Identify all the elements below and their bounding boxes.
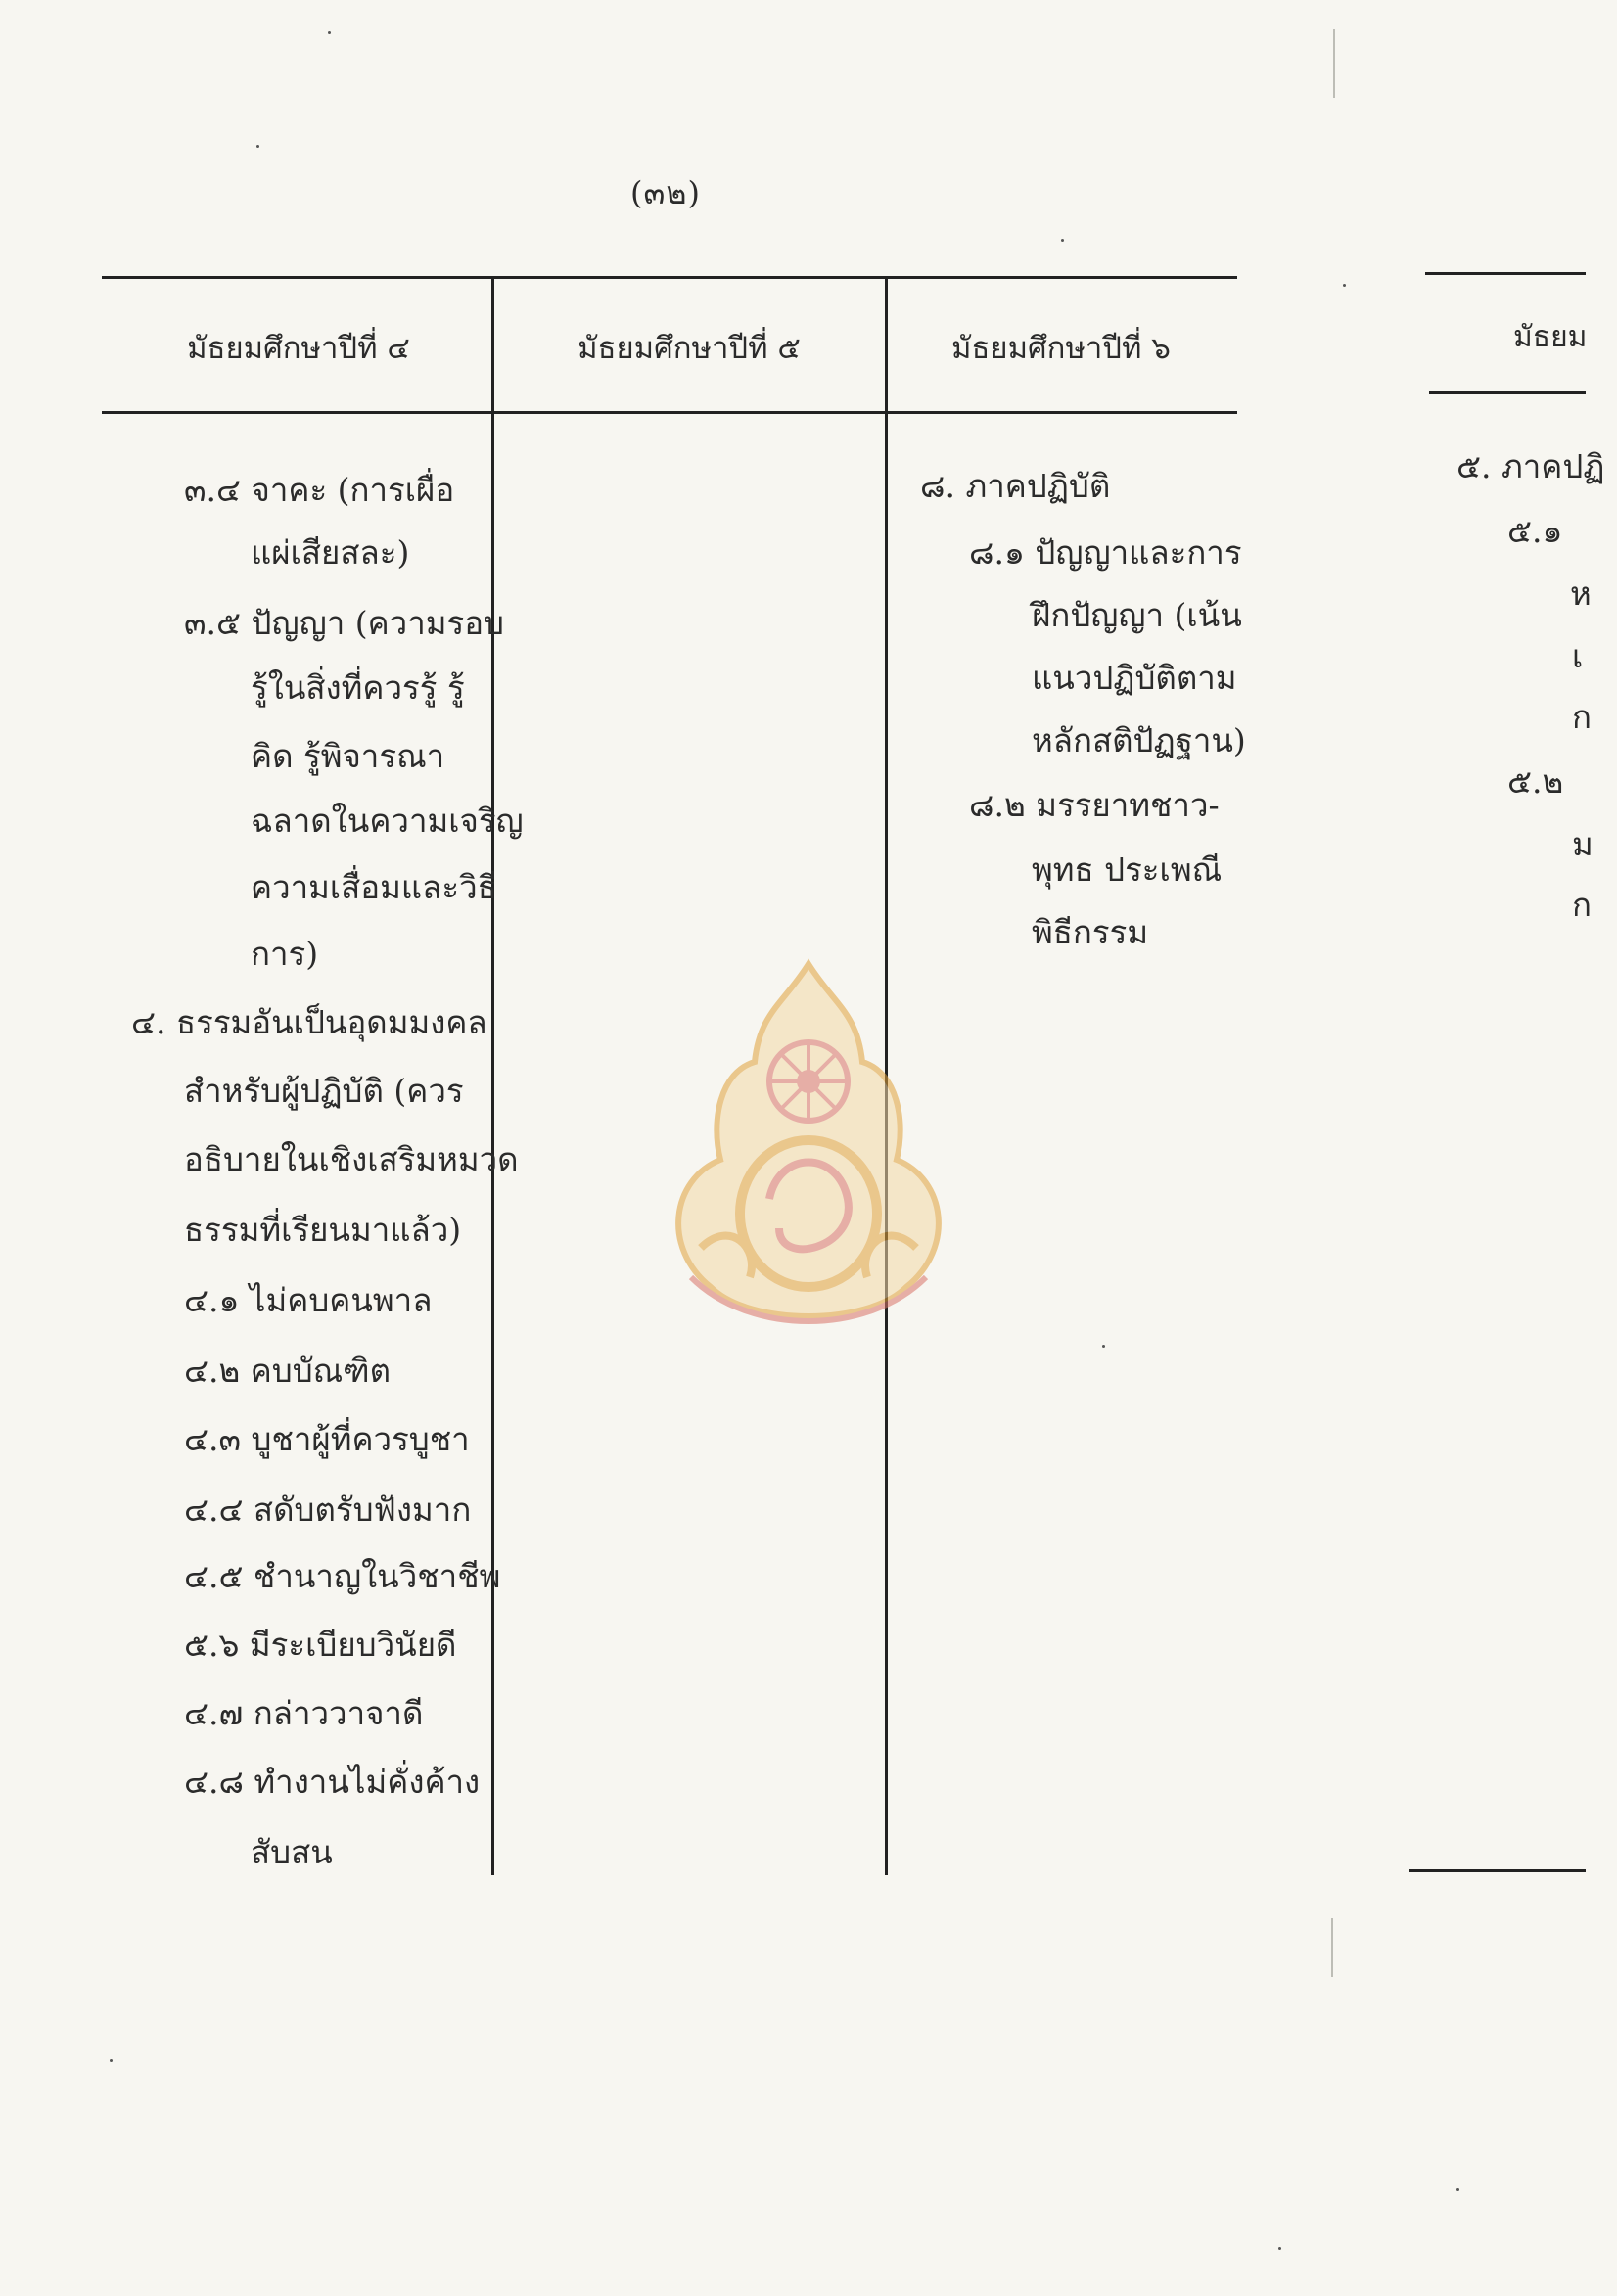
next-page-line: ๕.๑ bbox=[1507, 512, 1563, 550]
list-item: ๔.๑ ไม่คบคนพาล bbox=[184, 1281, 433, 1319]
column-header-grade-4: มัธยมศึกษาปีที่ ๔ bbox=[187, 331, 410, 366]
list-item: คิด รู้พิจารณา bbox=[251, 737, 445, 775]
list-item: รู้ในสิ่งที่ควรรู้ รู้ bbox=[251, 668, 465, 707]
scan-speck bbox=[1102, 1345, 1105, 1348]
page-edge-mark bbox=[1331, 1918, 1333, 1977]
table-header-rule bbox=[102, 411, 1237, 414]
list-item: การ) bbox=[251, 935, 319, 973]
scan-speck bbox=[1343, 284, 1346, 287]
scan-speck bbox=[1278, 2247, 1281, 2250]
list-item: หลักสติปัฏฐาน) bbox=[1032, 721, 1246, 759]
table-top-rule bbox=[102, 276, 1237, 279]
next-page-line: ก bbox=[1572, 698, 1592, 736]
list-item: พิธีกรรม bbox=[1032, 913, 1149, 951]
scan-speck bbox=[110, 2059, 113, 2062]
page-edge-mark bbox=[1333, 29, 1335, 98]
next-page-line: ๕. ภาคปฏิ bbox=[1456, 447, 1605, 485]
list-item: ๘.๑ ปัญญาและการ bbox=[969, 533, 1242, 572]
next-page-line: ห bbox=[1570, 574, 1592, 613]
list-item: พุทธ ประเพณี bbox=[1032, 850, 1223, 889]
list-item: อธิบายในเชิงเสริมหมวด bbox=[184, 1140, 519, 1178]
list-item: ๔.๓ บูชาผู้ที่ควรบูชา bbox=[184, 1420, 470, 1458]
scan-speck bbox=[1061, 239, 1064, 242]
list-item: ๔.๕ ชำนาญในวิชาชีพ bbox=[184, 1557, 501, 1595]
next-page-line: ก bbox=[1572, 886, 1592, 924]
next-page-header-rule bbox=[1429, 391, 1586, 394]
list-item: ๔.๘ ทำงานไม่คั่งค้าง bbox=[184, 1763, 481, 1801]
next-page-header: มัธยม bbox=[1513, 320, 1588, 354]
next-page-bottom-rule bbox=[1409, 1869, 1586, 1872]
list-item: ความเสื่อมและวิธี bbox=[251, 868, 497, 906]
list-item: ๕.๖ มีระเบียบวินัยดี bbox=[184, 1626, 457, 1664]
list-item: ธรรมที่เรียนมาแล้ว) bbox=[184, 1211, 462, 1249]
scan-speck bbox=[256, 145, 259, 148]
list-item: สำหรับผู้ปฏิบัติ (ควร bbox=[184, 1072, 464, 1110]
next-page-line: ม bbox=[1572, 825, 1594, 863]
list-item: ฝึกปัญญา (เน้น bbox=[1032, 596, 1242, 634]
next-page-line: เ bbox=[1572, 637, 1584, 675]
scan-speck bbox=[328, 31, 331, 34]
list-item: แนวปฏิบัติตาม bbox=[1032, 659, 1237, 697]
list-item: ๔.๗ กล่าววาจาดี bbox=[184, 1694, 424, 1732]
list-item: ๔.๒ คบบัณฑิต bbox=[184, 1352, 392, 1390]
list-item: ๘. ภาคปฏิบัติ bbox=[920, 467, 1111, 505]
list-item: ๔.๔ สดับตรับฟังมาก bbox=[184, 1491, 472, 1529]
column-divider-1 bbox=[491, 278, 494, 1875]
list-item: ๓.๕ ปัญญา (ความรอบ bbox=[184, 604, 504, 642]
list-item: ฉลาดในความเจริญ bbox=[251, 802, 524, 840]
list-item: ๓.๔ จาคะ (การเผื่อ bbox=[184, 471, 455, 509]
watermark-seal-icon bbox=[662, 954, 955, 1336]
list-item: สับสน bbox=[251, 1833, 333, 1871]
next-page-line: ๕.๒ bbox=[1507, 762, 1564, 801]
scan-speck bbox=[1456, 2188, 1459, 2191]
list-item: ๘.๒ มรรยาทชาว- bbox=[969, 786, 1220, 824]
list-item: แผ่เสียสละ) bbox=[251, 533, 410, 572]
next-page-top-rule bbox=[1425, 272, 1586, 275]
page-number: (๓๒) bbox=[630, 174, 701, 211]
list-item: ๔. ธรรมอันเป็นอุดมมงคล bbox=[131, 1003, 487, 1041]
column-header-grade-6: มัธยมศึกษาปีที่ ๖ bbox=[951, 331, 1171, 366]
column-header-grade-5: มัธยมศึกษาปีที่ ๕ bbox=[578, 331, 801, 366]
